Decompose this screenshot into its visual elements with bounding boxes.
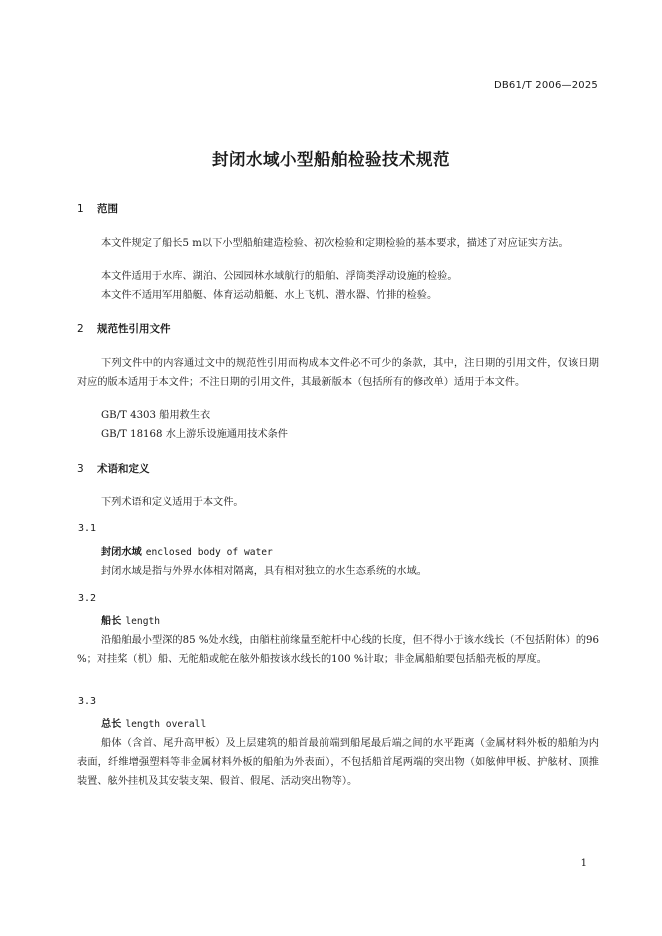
section-heading bbox=[77, 462, 150, 476]
term-definition: 沿船舶最小型深的85 %处水线，由艏柱前缘量至舵杆中心线的长度，但不得小于该水线长（不包括附体）的96 %；对挂桨（机）船、无舵船或舵在舷外船按该水线长的100 %计取；非金属船舶要包括船壳板的厚度。 bbox=[77, 635, 599, 665]
section-title: 范围 bbox=[97, 203, 118, 215]
term-definition: 封闭水域是指与外界水体相对隔离，具有相对独立的水生态系统的水域。 bbox=[101, 566, 427, 577]
term-en: length overall bbox=[125, 719, 207, 730]
paragraph: 本文件适用于水库、湖泊、公园园林水域航行的船舶、浮筒类浮动设施的检验。 bbox=[101, 271, 458, 282]
section-title: 规范性引用文件 bbox=[97, 323, 171, 335]
term-en: enclosed body of water bbox=[145, 547, 273, 558]
paragraph: 下列术语和定义适用于本文件。 bbox=[101, 497, 244, 508]
term-zh: 封闭水域 bbox=[101, 547, 142, 558]
section-number: 2 bbox=[77, 323, 84, 335]
term-number: 3.1 bbox=[78, 523, 97, 534]
term-title bbox=[101, 615, 160, 629]
section-title: 术语和定义 bbox=[97, 463, 150, 475]
section-number: 3 bbox=[77, 463, 84, 475]
term-zh: 船长 bbox=[101, 616, 122, 627]
reference-item: GB/T 18168 水上游乐设施通用技术条件 bbox=[101, 429, 288, 440]
reference-item: GB/T 4303 船用救生衣 bbox=[101, 410, 211, 421]
paragraph: 本文件不适用军用船艇、体育运动船艇、水上飞机、潜水器、竹排的检验。 bbox=[101, 290, 438, 301]
term-definition: 船体（含首、尾升高甲板）及上层建筑的船首最前端到船尾最后端之间的水平距离（金属材料外板的船舶为内表面，纤维增强塑料等非金属材料外板的船舶为外表面），不包括船首尾两端的突出物（如舷伸甲板、护舷材、顶推装置、舷外挂机及其安装支架、假首、假尾、活动突出物等）。 bbox=[77, 738, 599, 787]
paragraph: 本文件规定了船长5 m以下小型船舶建造检验、初次检验和定期检验的基本要求，描述了对应证实方法。 bbox=[101, 238, 569, 249]
section-heading bbox=[77, 202, 118, 216]
term-title bbox=[101, 546, 273, 560]
term-title bbox=[101, 718, 206, 732]
document-code: DB61/T 2006—2025 bbox=[493, 80, 598, 91]
term-number: 3.3 bbox=[78, 696, 97, 707]
term-number: 3.2 bbox=[78, 593, 97, 604]
page-number: 1 bbox=[580, 858, 587, 869]
document-title: 封闭水域小型船舶检验技术规范 bbox=[212, 150, 450, 169]
section-heading bbox=[77, 322, 171, 336]
paragraph: 下列文件中的内容通过文中的规范性引用而构成本文件必不可少的条款，其中，注日期的引用文件，仅该日期对应的版本适用于本文件；不注日期的引用文件，其最新版本（包括所有的修改单）适用于本文件。 bbox=[77, 358, 599, 388]
term-zh: 总长 bbox=[101, 719, 122, 730]
section-number: 1 bbox=[77, 203, 84, 215]
term-en: length bbox=[125, 616, 161, 627]
